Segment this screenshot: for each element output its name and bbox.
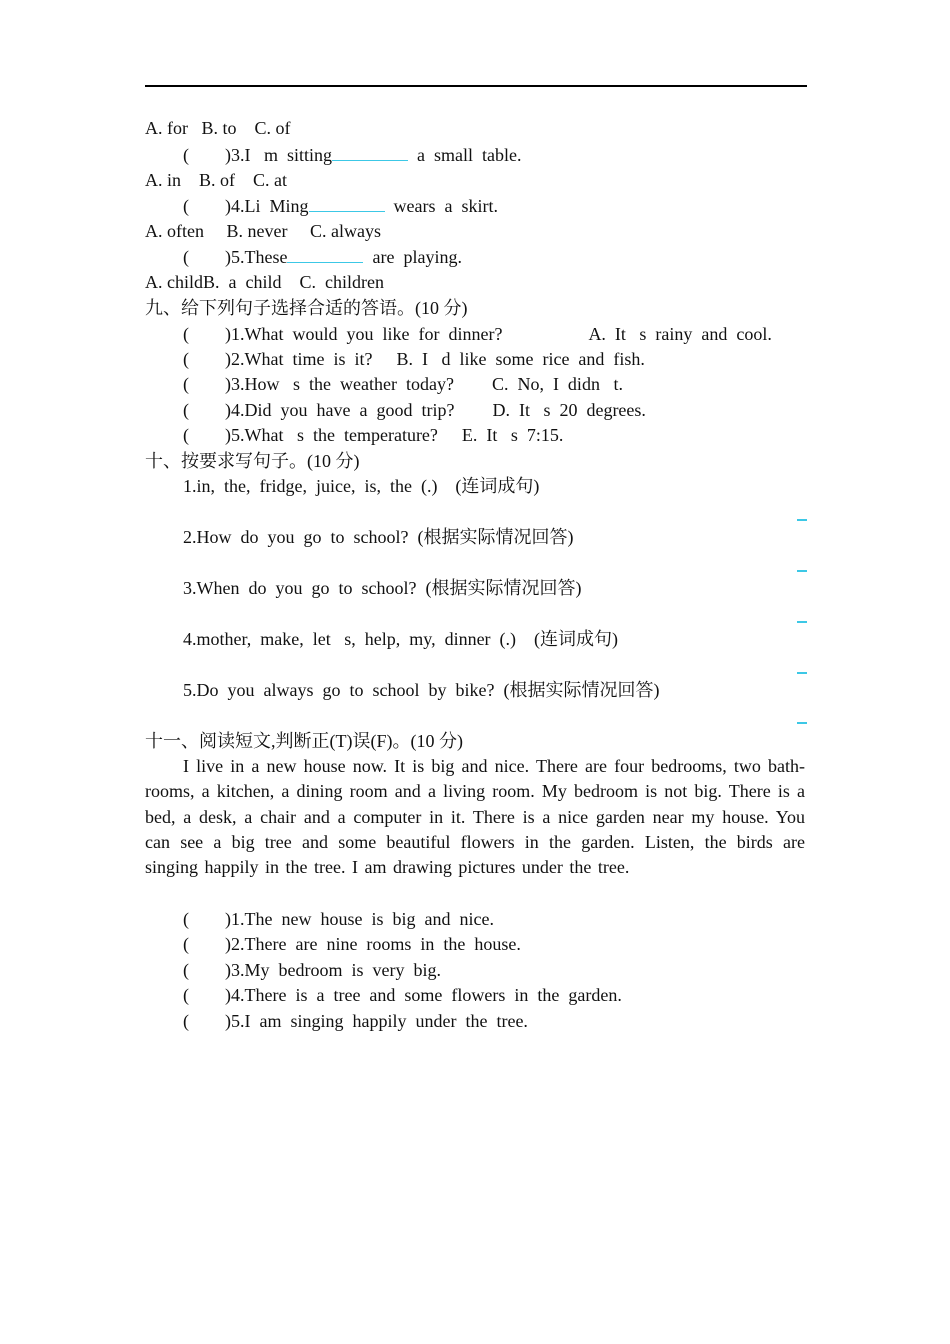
rewrite-item: 2.How do you go to school? (根据实际情况回答) [183, 527, 574, 547]
q5-line: ( )5.These are playing. [183, 247, 462, 267]
answer-line[interactable] [797, 722, 807, 724]
answer-paren[interactable]: ( ) [183, 349, 231, 369]
answer-paren[interactable]: ( ) [183, 425, 231, 445]
match-item: ( )3.How s the weather today? C. No, I didn t. [183, 374, 623, 394]
fill-blank[interactable] [309, 196, 385, 212]
match-item: ( )2.What time is it? B. I d like some rice and fish. [183, 349, 645, 369]
answer-paren[interactable]: ( ) [183, 324, 231, 344]
rewrite-item: 5.Do you always go to school by bike? (根据实际情况回答) [183, 680, 660, 700]
answer-paren[interactable]: ( ) [183, 985, 231, 1005]
answer-paren[interactable]: ( ) [183, 145, 231, 165]
rewrite-item: 3.When do you go to school? (根据实际情况回答) [183, 578, 582, 598]
answer-line[interactable] [797, 672, 807, 674]
rewrite-item: 4.mother, make, let s, help, my, dinner (.) (连词成句) [183, 629, 619, 649]
answer-paren[interactable]: ( ) [183, 909, 231, 929]
header-rule [145, 85, 807, 87]
q3-options: A. in B. of C. at [145, 170, 287, 190]
answer-line[interactable] [797, 621, 807, 623]
q4-options: A. often B. never C. always [145, 221, 381, 241]
match-item: ( )5.What s the temperature? E. It s 7:15. [183, 425, 564, 445]
answer-paren[interactable]: ( ) [183, 196, 231, 216]
reading-passage: I live in a new house now. It is big and nice. There are four bedrooms, two bath-rooms, a kitchen, a dining room and a living room. My bedroom is not big. There is a bed, a desk, a chair and a computer in it. There is a nice garden near my house. You can see a big tree and some beautiful flowers in the garden. Listen, the birds are singing happily in the tree. I am drawing pictures under the tree. [145, 756, 805, 878]
match-item: ( )1.What would you like for dinner? A. It s rainy and cool. [183, 324, 772, 344]
rewrite-item: 1.in, the, fridge, juice, is, the (.) (连词成句) [183, 476, 540, 496]
answer-paren[interactable]: ( ) [183, 1011, 231, 1031]
q3-line: ( )3.I m sitting a small table. [183, 145, 522, 165]
section9-heading: 九、给下列句子选择合适的答语。(10 分) [145, 298, 468, 318]
judge-item: ( )2.There are nine rooms in the house. [183, 934, 521, 954]
judge-item: ( )5.I am singing happily under the tree. [183, 1011, 528, 1031]
judge-item: ( )1.The new house is big and nice. [183, 909, 494, 929]
fill-blank[interactable] [287, 247, 363, 263]
answer-paren[interactable]: ( ) [183, 374, 231, 394]
answer-paren[interactable]: ( ) [183, 400, 231, 420]
judge-item: ( )3.My bedroom is very big. [183, 960, 441, 980]
section10-heading: 十、按要求写句子。(10 分) [145, 451, 360, 471]
q2-options: A. for B. to C. of [145, 118, 291, 138]
fill-blank[interactable] [332, 145, 408, 161]
answer-paren[interactable]: ( ) [183, 960, 231, 980]
answer-paren[interactable]: ( ) [183, 934, 231, 954]
answer-paren[interactable]: ( ) [183, 247, 231, 267]
answer-line[interactable] [797, 519, 807, 521]
answer-line[interactable] [797, 570, 807, 572]
section11-heading: 十一、阅读短文,判断正(T)误(F)。(10 分) [145, 731, 463, 751]
match-item: ( )4.Did you have a good trip? D. It s 20 degrees. [183, 400, 646, 420]
q5-options: A. childB. a child C. children [145, 272, 384, 292]
judge-item: ( )4.There is a tree and some flowers in the garden. [183, 985, 622, 1005]
q4-line: ( )4.Li Ming wears a skirt. [183, 196, 498, 216]
